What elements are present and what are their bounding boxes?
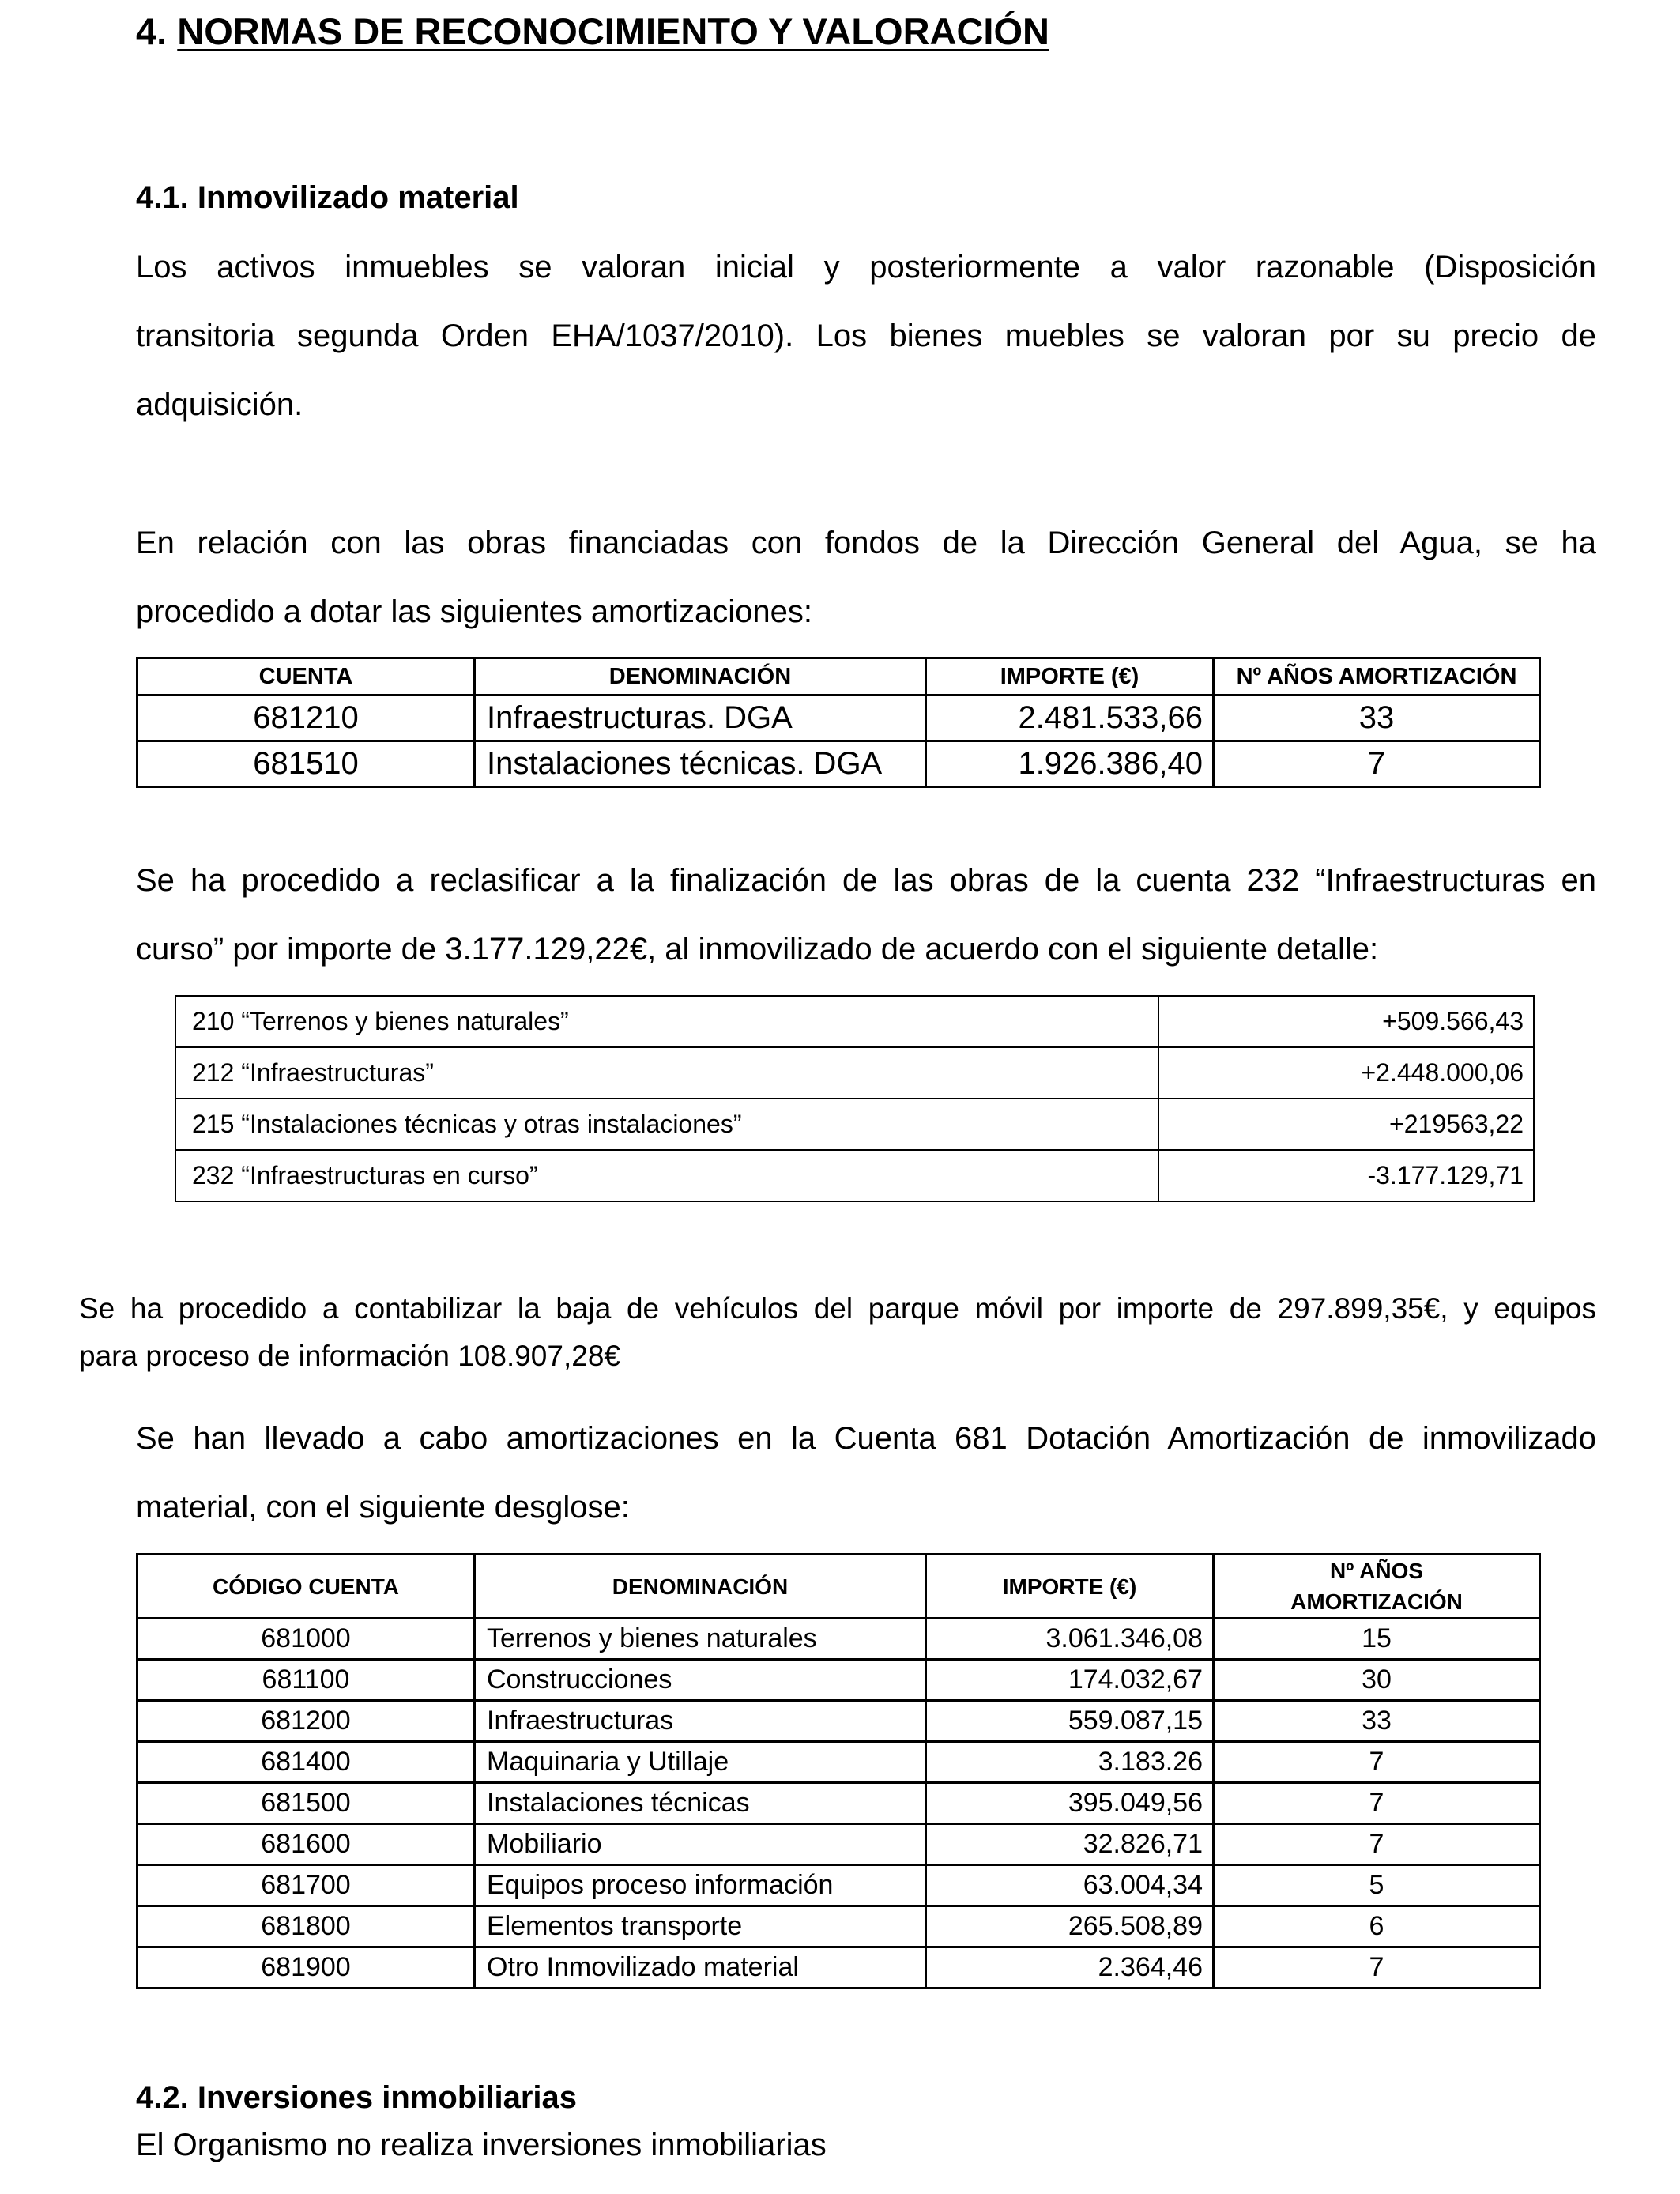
cell-importe: 559.087,15 [926, 1701, 1214, 1742]
para5-line1: Se han llevado a cabo amortizaciones en la Cuenta 681 Dotación Amortización de inmovilizado [136, 1421, 1596, 1456]
cell-denominacion: Infraestructuras. DGA [475, 696, 926, 741]
col-header-denominacion: DENOMINACIÓN [475, 658, 926, 696]
col-header-importe: IMPORTE (€) [926, 1555, 1214, 1619]
col-header-anos: Nº AÑOS AMORTIZACIÓN [1214, 658, 1540, 696]
cell-account: 210 “Terrenos y bienes naturales” [175, 996, 1158, 1047]
cell-importe: 3.061.346,08 [926, 1619, 1214, 1660]
cell-codigo: 681900 [137, 1947, 475, 1989]
para1-line1: Los activos inmuebles se valoran inicial y posteriormente a valor razonable (Disposición [136, 250, 1596, 285]
cell-cuenta: 681510 [137, 741, 475, 787]
cell-denominacion: Terrenos y bienes naturales [475, 1619, 926, 1660]
para2-line1: En relación con las obras financiadas con fondos de la Dirección General del Agua, se ha [136, 526, 1596, 560]
cell-amount: +2.448.000,06 [1158, 1047, 1534, 1099]
cell-importe: 63.004,34 [926, 1865, 1214, 1906]
table-row [175, 1150, 1534, 1201]
cell-importe: 32.826,71 [926, 1824, 1214, 1865]
col-header-cuenta: CUENTA [137, 658, 475, 696]
cell-importe: 2.481.533,66 [926, 696, 1214, 741]
col-header-anos-line2: AMORTIZACIÓN [1290, 1589, 1463, 1615]
table-row [175, 996, 1534, 1047]
table-row [137, 1947, 1540, 1989]
table-row [137, 1660, 1540, 1701]
para3-line1: Se ha procedido a reclasificar a la finalización de las obras de la cuenta 232 “Infraestructuras en [136, 863, 1596, 898]
cell-anos: 33 [1214, 1701, 1540, 1742]
cell-importe: 2.364,46 [926, 1947, 1214, 1989]
cell-anos: 5 [1214, 1865, 1540, 1906]
cell-codigo: 681800 [137, 1906, 475, 1947]
cell-amount: -3.177.129,71 [1158, 1150, 1534, 1201]
cell-denominacion: Otro Inmovilizado material [475, 1947, 926, 1989]
table-row [175, 1099, 1534, 1150]
para3-line2: curso” por importe de 3.177.129,22€, al inmovilizado de acuerdo con el siguiente detalle: [136, 932, 1379, 967]
para5-line2: material, con el siguiente desglose: [136, 1490, 630, 1525]
cell-denominacion: Elementos transporte [475, 1906, 926, 1947]
cell-importe: 265.508,89 [926, 1906, 1214, 1947]
cell-denominacion: Instalaciones técnicas [475, 1783, 926, 1824]
cell-amount: +219563,22 [1158, 1099, 1534, 1150]
cell-codigo: 681100 [137, 1660, 475, 1701]
table-row [175, 1047, 1534, 1099]
table-row [137, 1701, 1540, 1742]
table-row [137, 1865, 1540, 1906]
para1-line3: adquisición. [136, 387, 303, 422]
table-row [137, 1906, 1540, 1947]
cell-denominacion: Equipos proceso información [475, 1865, 926, 1906]
cell-denominacion: Construcciones [475, 1660, 926, 1701]
table-row [137, 1742, 1540, 1783]
table-amortization-breakdown [136, 1553, 1541, 1989]
cell-anos: 15 [1214, 1619, 1540, 1660]
heading-number: 4. [136, 10, 178, 52]
cell-account: 215 “Instalaciones técnicas y otras instalaciones” [175, 1099, 1158, 1150]
cell-denominacion: Infraestructuras [475, 1701, 926, 1742]
cell-codigo: 681500 [137, 1783, 475, 1824]
cell-cuenta: 681210 [137, 696, 475, 741]
col-header-denominacion: DENOMINACIÓN [475, 1555, 926, 1619]
col-header-importe: IMPORTE (€) [926, 658, 1214, 696]
table-row [137, 1824, 1540, 1865]
section-title-4-2: 4.2. Inversiones inmobiliarias [136, 2080, 578, 2115]
cell-importe: 3.183.26 [926, 1742, 1214, 1783]
cell-codigo: 681600 [137, 1824, 475, 1865]
cell-codigo: 681400 [137, 1742, 475, 1783]
cell-anos: 33 [1214, 696, 1540, 741]
cell-denominacion: Instalaciones técnicas. DGA [475, 741, 926, 787]
cell-importe: 174.032,67 [926, 1660, 1214, 1701]
cell-importe: 1.926.386,40 [926, 741, 1214, 787]
cell-anos: 6 [1214, 1906, 1540, 1947]
cell-amount: +509.566,43 [1158, 996, 1534, 1047]
cell-codigo: 681000 [137, 1619, 475, 1660]
cell-account: 212 “Infraestructuras” [175, 1047, 1158, 1099]
table-dga-amortizations [136, 657, 1541, 788]
page-heading [136, 9, 1049, 54]
cell-codigo: 681200 [137, 1701, 475, 1742]
table-row [137, 1783, 1540, 1824]
section2-text: El Organismo no realiza inversiones inmobiliarias [136, 2128, 827, 2162]
cell-codigo: 681700 [137, 1865, 475, 1906]
table-reclassification [175, 995, 1535, 1202]
cell-anos: 30 [1214, 1660, 1540, 1701]
table-row [137, 1619, 1540, 1660]
col-header-anos-line1: Nº AÑOS [1329, 1559, 1424, 1583]
cell-anos: 7 [1214, 741, 1540, 787]
table-row [137, 741, 1540, 787]
col-header-codigo: CÓDIGO CUENTA [137, 1555, 475, 1619]
table-row [137, 696, 1540, 741]
cell-account: 232 “Infraestructuras en curso” [175, 1150, 1158, 1201]
para1-line2: transitoria segunda Orden EHA/1037/2010). Los bienes muebles se valoran por su precio de [136, 319, 1596, 353]
section-title-4-1: 4.1. Inmovilizado material [136, 180, 519, 215]
table-header-row [137, 1555, 1540, 1619]
para4-line1: Se ha procedido a contabilizar la baja de vehículos del parque móvil por importe de 297.899,35€, y equipos [79, 1292, 1596, 1325]
table-header-row [137, 658, 1540, 696]
cell-anos: 7 [1214, 1742, 1540, 1783]
cell-anos: 7 [1214, 1824, 1540, 1865]
para4-line2: para proceso de información 108.907,28€ [79, 1340, 620, 1372]
cell-anos: 7 [1214, 1783, 1540, 1824]
cell-denominacion: Mobiliario [475, 1824, 926, 1865]
cell-denominacion: Maquinaria y Utillaje [475, 1742, 926, 1783]
heading-title: NORMAS DE RECONOCIMIENTO Y VALORACIÓN [177, 10, 1049, 52]
para2-line2: procedido a dotar las siguientes amortizaciones: [136, 594, 813, 629]
col-header-anos [1214, 1555, 1540, 1619]
cell-importe: 395.049,56 [926, 1783, 1214, 1824]
cell-anos: 7 [1214, 1947, 1540, 1989]
